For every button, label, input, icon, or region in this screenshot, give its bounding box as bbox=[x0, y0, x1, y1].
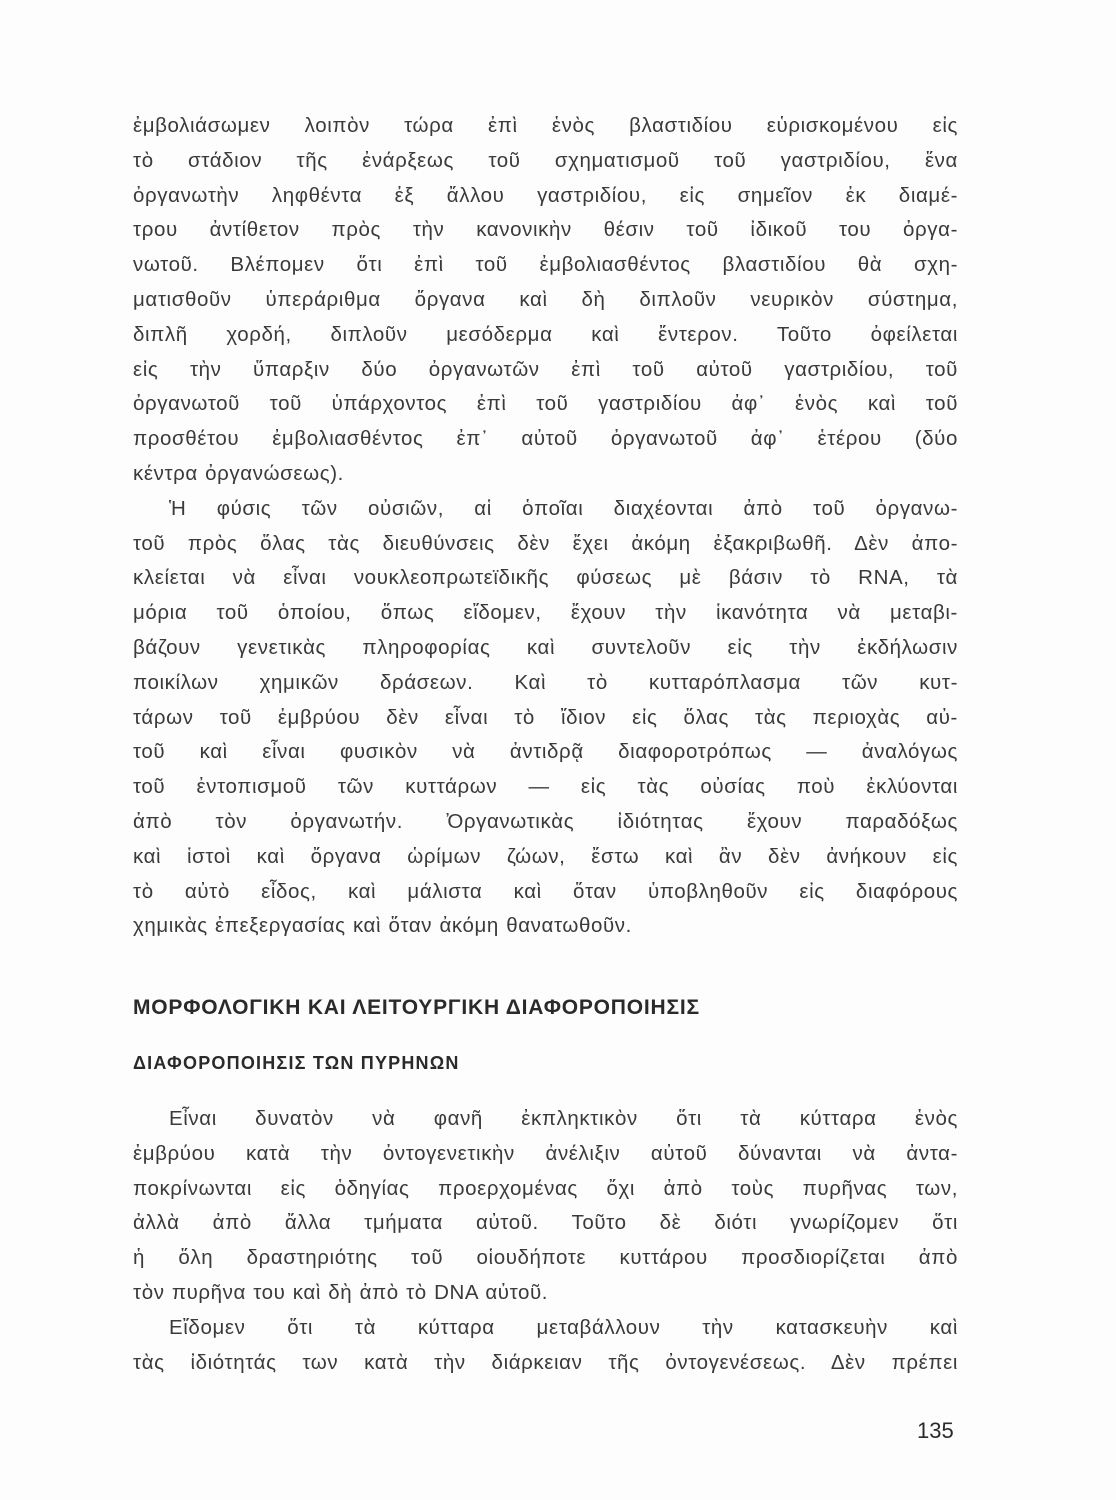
text-line: ἀλλὰ ἀπὸ ἄλλα τμήματα αὐτοῦ. Τοῦτο δὲ διότι γνωρίζομεν ὅτι bbox=[133, 1211, 958, 1235]
section-heading: ΜΟΡΦΟΛΟΓΙΚΗ ΚΑΙ ΛΕΙΤΟΥΡΓΙΚΗ ΔΙΑΦΟΡΟΠΟΙΗΣΙΣ bbox=[133, 996, 700, 1019]
paragraph-block-organizer bbox=[133, 109, 958, 944]
subsection-heading: ΔΙΑΦΟΡΟΠΟΙΗΣΙΣ ΤΩΝ ΠΥΡΗΝΩΝ bbox=[133, 1053, 460, 1073]
text-line: μόρια τοῦ ὁποίου, ὅπως εἴδομεν, ἔχουν τὴν ἱκανότητα νὰ μεταβι- bbox=[133, 601, 958, 625]
text-line: βάζουν γενετικὰς πληροφορίας καὶ συντελοῦν εἰς τὴν ἐκδήλωσιν bbox=[133, 635, 958, 659]
text-line: διπλῆ χορδή, διπλοῦν μεσόδερμα καὶ ἔντερον. Τοῦτο ὀφείλεται bbox=[133, 322, 958, 346]
text-line: χημικὰς ἐπεξεργασίας καὶ ὅταν ἀκόμη θανατωθοῦν. bbox=[133, 914, 632, 938]
text-line: ἡ ὅλη δραστηριότης τοῦ οἱουδήποτε κυττάρου προσδιορίζεται ἀπὸ bbox=[133, 1246, 958, 1270]
text-line: τὸν πυρῆνα του καὶ δὴ ἀπὸ τὸ DNA αὐτοῦ. bbox=[133, 1280, 549, 1304]
text-line: κλείεται νὰ εἶναι νουκλεοπρωτεϊδικῆς φύσεως μὲ βάσιν τὸ RNA, τὰ bbox=[133, 566, 958, 590]
text-line: τὸ αὐτὸ εἶδος, καὶ μάλιστα καὶ ὅταν ὑποβληθοῦν εἰς διαφόρους bbox=[133, 879, 958, 903]
text-line: ποκρίνωνται εἰς ὁδηγίας προερχομένας ὄχι ἀπὸ τοὺς πυρῆνας των, bbox=[133, 1176, 958, 1200]
text-line: Εἶναι δυνατὸν νὰ φανῆ ἐκπληκτικὸν ὅτι τὰ κύτταρα ἑνὸς bbox=[169, 1107, 958, 1130]
text-line: ὀργανωτὴν ληφθέντα ἐξ ἄλλου γαστριδίου, εἰς σημεῖον ἐκ διαμέ- bbox=[133, 183, 958, 207]
text-line: τοῦ καὶ εἶναι φυσικὸν νὰ ἀντιδρᾷ διαφοροτρόπως — ἀναλόγως bbox=[133, 740, 958, 764]
text-line: Ἡ φύσις τῶν οὐσιῶν, αἱ ὁποῖαι διαχέονται ἀπὸ τοῦ ὀργανω- bbox=[169, 496, 958, 520]
text-line: τρου ἀντίθετον πρὸς τὴν κανονικὴν θέσιν τοῦ ἰδικοῦ του ὀργα- bbox=[133, 218, 958, 242]
text-line: ἐμβρύου κατὰ τὴν ὀντογενετικὴν ἀνέλιξιν αὐτοῦ δύνανται νὰ ἀντα- bbox=[133, 1141, 958, 1165]
paragraph-block-nuclei bbox=[133, 1102, 958, 1380]
text-line: ἀπὸ τὸν ὀργανωτήν. Ὀργανωτικὰς ἰδιότητας ἔχουν παραδόξως bbox=[133, 809, 958, 833]
text-line: τάρων τοῦ ἐμβρύου δὲν εἶναι τὸ ἴδιον εἰς ὅλας τὰς περιοχὰς αὐ- bbox=[133, 705, 958, 729]
text-line: εἰς τὴν ὕπαρξιν δύο ὀργανωτῶν ἐπὶ τοῦ αὐτοῦ γαστριδίου, τοῦ bbox=[133, 357, 958, 381]
text-line: τοῦ ἐντοπισμοῦ τῶν κυττάρων — εἰς τὰς οὐσίας ποὺ ἐκλύονται bbox=[133, 775, 958, 799]
text-line: τοῦ πρὸς ὅλας τὰς διευθύνσεις δὲν ἔχει ἀκόμη ἐξακριβωθῆ. Δὲν ἀπο- bbox=[133, 531, 958, 555]
text-line: προσθέτου ἐμβολιασθέντος ἐπ᾽ αὐτοῦ ὀργανωτοῦ ἀφ᾽ ἑτέρου (δύο bbox=[133, 427, 958, 451]
page-number: 135 bbox=[917, 1418, 954, 1443]
text-line: Εἴδομεν ὅτι τὰ κύτταρα μεταβάλλουν τὴν κατασκευὴν καὶ bbox=[169, 1315, 958, 1339]
text-line: κέντρα ὀργανώσεως). bbox=[133, 461, 344, 485]
text-line: ποικίλων χημικῶν δράσεων. Καὶ τὸ κυτταρόπλασμα τῶν κυτ- bbox=[133, 670, 958, 694]
text-line: τὰς ἰδιότητάς των κατὰ τὴν διάρκειαν τῆς ὀντογενέσεως. Δὲν πρέπει bbox=[133, 1350, 958, 1374]
text-line: ἐμβολιάσωμεν λοιπὸν τώρα ἐπὶ ἑνὸς βλαστιδίου εὑρισκομένου εἰς bbox=[133, 114, 958, 137]
text-line: καὶ ἱστοὶ καὶ ὄργανα ὡρίμων ζώων, ἔστω καὶ ἂν δὲν ἀνήκουν εἰς bbox=[133, 844, 958, 868]
text-line: νωτοῦ. Βλέπομεν ὅτι ἐπὶ τοῦ ἐμβολιασθέντος βλαστιδίου θὰ σχη- bbox=[133, 253, 958, 277]
text-line: τὸ στάδιον τῆς ἐνάρξεως τοῦ σχηματισμοῦ τοῦ γαστριδίου, ἕνα bbox=[133, 148, 958, 172]
text-line: ὀργανωτοῦ τοῦ ὑπάρχοντος ἐπὶ τοῦ γαστριδίου ἀφ᾽ ἑνὸς καὶ τοῦ bbox=[133, 392, 958, 416]
text-line: ματισθοῦν ὑπεράριθμα ὄργανα καὶ δὴ διπλοῦν νευρικὸν σύστημα, bbox=[133, 287, 958, 311]
